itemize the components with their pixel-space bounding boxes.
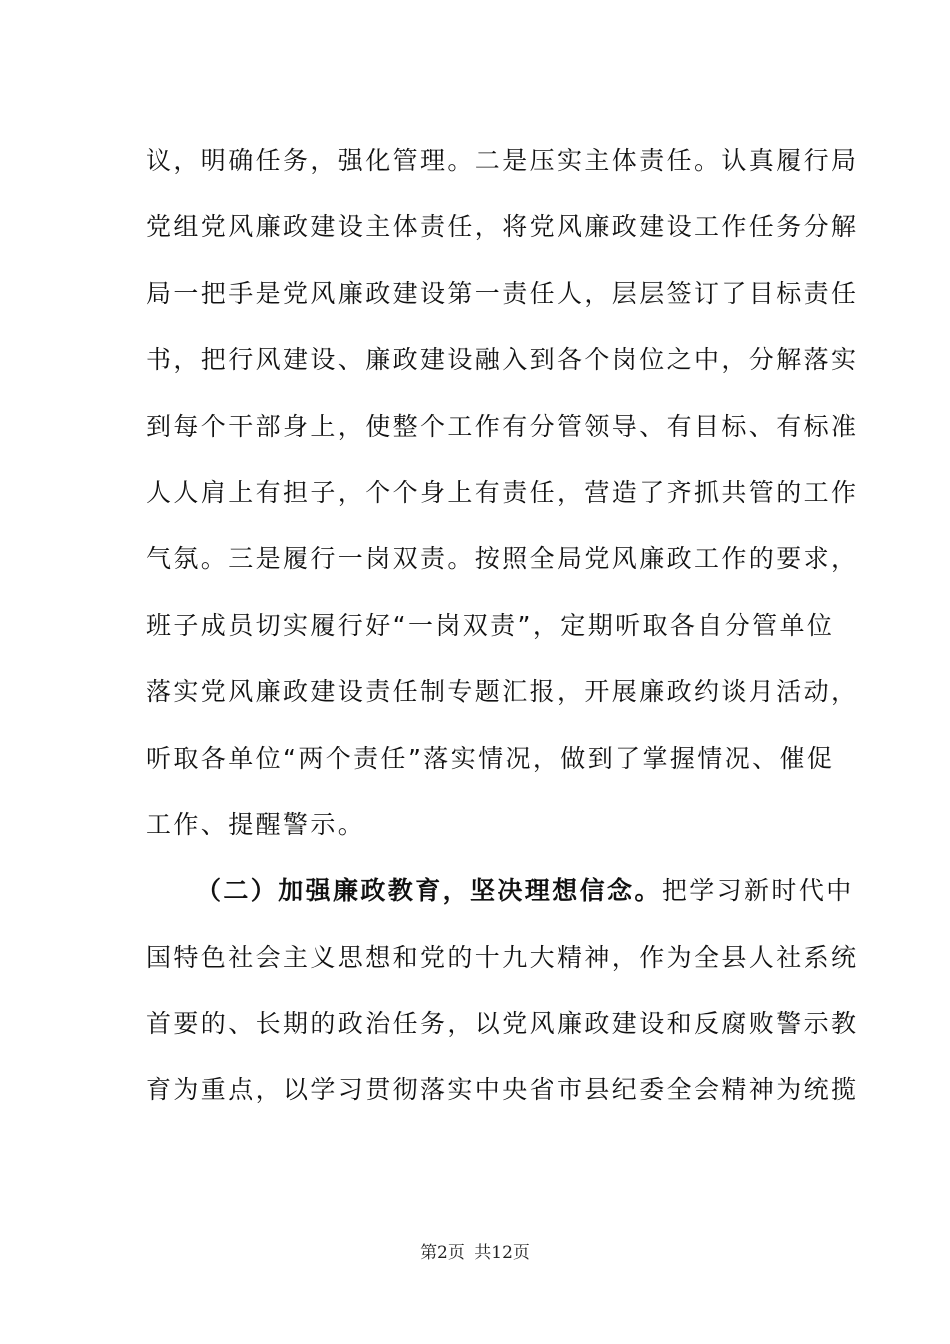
text-line: 育为重点，以学习贯彻落实中央省市县纪委全会精神为统揽 [146,1075,859,1105]
text-line: 党组党风廉政建设主体责任，将党风廉政建设工作任务分解 [146,212,859,242]
text-line: 议，明确任务，强化管理。二是压实主体责任。认真履行局 [146,146,859,175]
text-line: 班子成员切实履行好“一岗双责”，定期听取各自分管单位 [146,610,835,640]
text-line: 首要的、长期的政治任务，以党风廉政建设和反腐败警示教 [146,1009,859,1039]
text-line: 到每个干部身上，使整个工作有分管领导、有目标、有标准 [146,411,859,441]
text-line: 气氛。三是履行一岗双责。按照全局党风廉政工作的要求， [146,544,859,574]
text-line: 工作、提醒警示。 [146,809,366,839]
text-line: 局一把手是党风廉政建设第一责任人，层层签订了目标责任 [146,278,859,308]
text-line: 人人肩上有担子，个个身上有责任，营造了齐抓共管的工作 [146,477,859,507]
page-total: 共12页 [474,1243,530,1263]
page-footer [0,1238,950,1263]
text-line: 落实党风廉政建设责任制专题汇报，开展廉政约谈月活动， [146,677,859,707]
document-body [146,130,859,1126]
section-heading: （二）加强廉政教育，坚决理想信念。 [196,876,662,906]
text-line: 国特色社会主义思想和党的十九大精神，作为全县人社系统 [146,942,859,972]
text-line: 听取各单位“两个责任”落实情况，做到了掌握情况、催促 [146,743,835,773]
section-heading-line [146,860,854,922]
text-line: 书，把行风建设、廉政建设融入到各个岗位之中，分解落实 [146,345,859,375]
section-heading-continuation: 把学习新时代中 [661,876,854,906]
page-number: 第2页 [420,1243,465,1263]
